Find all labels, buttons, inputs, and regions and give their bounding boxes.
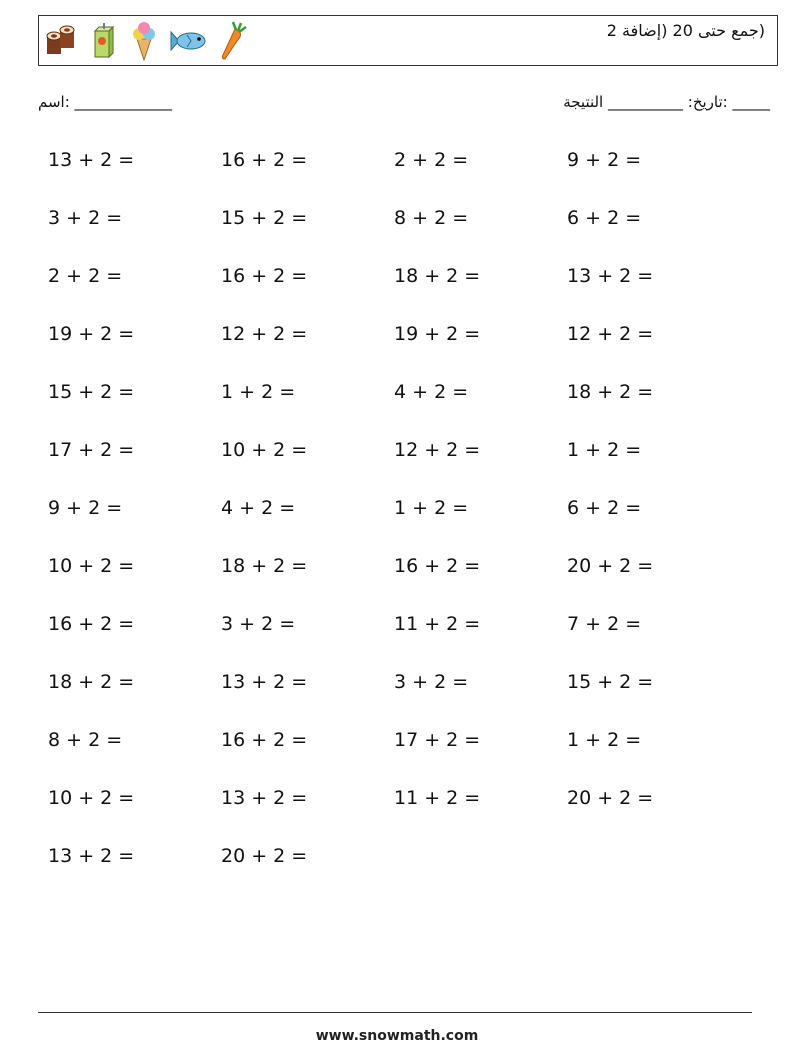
problem-grid (48, 146, 748, 900)
problem-item: 9 + 2 = (48, 497, 123, 519)
problem-item: 17 + 2 = (394, 729, 481, 751)
problem-item: 20 + 2 = (567, 555, 654, 577)
problem-row (48, 378, 748, 436)
problem-item: 15 + 2 = (221, 207, 308, 229)
problem-row (48, 436, 748, 494)
problem-item: 3 + 2 = (48, 207, 123, 229)
problem-item: 16 + 2 = (48, 613, 135, 635)
problem-item: 13 + 2 = (48, 845, 135, 867)
problem-row (48, 842, 748, 900)
problem-item: 18 + 2 = (221, 555, 308, 577)
problem-item: 15 + 2 = (48, 381, 135, 403)
problem-item: 18 + 2 = (567, 381, 654, 403)
footer-divider (38, 1012, 752, 1013)
problem-row (48, 262, 748, 320)
problem-item: 15 + 2 = (567, 671, 654, 693)
problem-item: 10 + 2 = (221, 439, 308, 461)
problem-item: 13 + 2 = (48, 149, 135, 171)
problem-item: 10 + 2 = (48, 555, 135, 577)
problem-item: 2 + 2 = (48, 265, 123, 287)
header-icons (45, 20, 247, 62)
problem-item: 13 + 2 = (221, 787, 308, 809)
problem-item: 11 + 2 = (394, 613, 481, 635)
problem-item: 20 + 2 = (221, 845, 308, 867)
problem-row (48, 784, 748, 842)
problem-row (48, 204, 748, 262)
problem-item: 3 + 2 = (394, 671, 469, 693)
problem-item: 12 + 2 = (221, 323, 308, 345)
problem-item: 17 + 2 = (48, 439, 135, 461)
problem-item: 6 + 2 = (567, 207, 642, 229)
problem-item: 19 + 2 = (394, 323, 481, 345)
problem-row (48, 494, 748, 552)
problem-item: 1 + 2 = (567, 439, 642, 461)
name-field: _____________ :اسم (38, 93, 173, 111)
problem-item: 16 + 2 = (221, 265, 308, 287)
problem-row (48, 726, 748, 784)
problem-item: 12 + 2 = (567, 323, 654, 345)
problem-item: 13 + 2 = (567, 265, 654, 287)
problem-item: 10 + 2 = (48, 787, 135, 809)
problem-item: 8 + 2 = (48, 729, 123, 751)
problem-item: 16 + 2 = (221, 149, 308, 171)
ice-cream-icon (129, 21, 159, 61)
worksheet-header (38, 15, 778, 66)
problem-item: 7 + 2 = (567, 613, 642, 635)
juice-box-icon (89, 23, 119, 59)
carrot-icon (219, 21, 247, 61)
problem-item: 16 + 2 = (221, 729, 308, 751)
problem-item: 13 + 2 = (221, 671, 308, 693)
problem-item: 6 + 2 = (567, 497, 642, 519)
problem-item: 18 + 2 = (394, 265, 481, 287)
problem-item: 3 + 2 = (221, 613, 296, 635)
problem-item: 8 + 2 = (394, 207, 469, 229)
problem-row (48, 146, 748, 204)
problem-item: 18 + 2 = (48, 671, 135, 693)
problem-row (48, 552, 748, 610)
problem-item: 12 + 2 = (394, 439, 481, 461)
worksheet-title: (جمع حتى 20 (إضافة 2 (606, 21, 765, 40)
problem-item: 20 + 2 = (567, 787, 654, 809)
date-score-field: _____ :تاريخ: __________ النتيجة (563, 93, 770, 111)
problem-item: 11 + 2 = (394, 787, 481, 809)
problem-item: 9 + 2 = (567, 149, 642, 171)
problem-item: 16 + 2 = (394, 555, 481, 577)
fish-icon (169, 28, 209, 54)
problem-item: 1 + 2 = (567, 729, 642, 751)
footer-website: www.snowmath.com (315, 1028, 479, 1044)
problem-item: 1 + 2 = (221, 381, 296, 403)
problem-item: 4 + 2 = (394, 381, 469, 403)
problem-item: 1 + 2 = (394, 497, 469, 519)
problem-row (48, 668, 748, 726)
problem-row (48, 610, 748, 668)
problem-item: 19 + 2 = (48, 323, 135, 345)
problem-row (48, 320, 748, 378)
problem-item: 2 + 2 = (394, 149, 469, 171)
cake-rolls-icon (45, 24, 79, 58)
problem-item: 4 + 2 = (221, 497, 296, 519)
